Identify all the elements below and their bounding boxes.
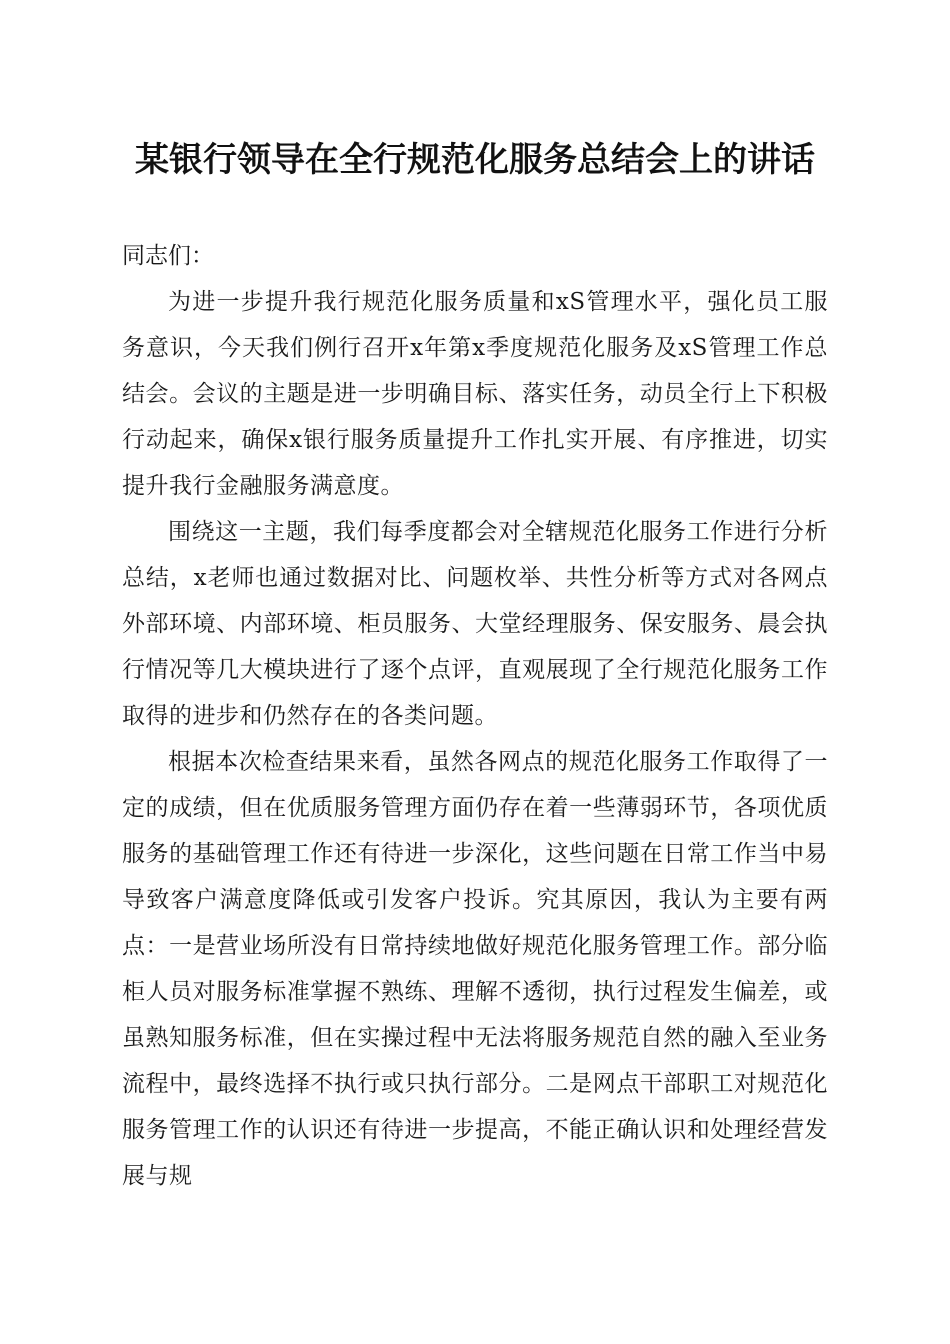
document-body	[122, 233, 828, 1199]
greeting: 同志们：	[122, 243, 214, 269]
paragraph-3: 根据本次检查结果来看，虽然各网点的规范化服务工作取得了一定的成绩，但在优质服务管理方面仍存在着一些薄弱环节，各项优质服务的基础管理工作还有待进一步深化，这些问题在日常工作当中易导致客户满意度降低或引发客户投诉。究其原因，我认为主要有两点：一是营业场所没有日常持续地做好规范化服务管理工作。部分临柜人员对服务标准掌握不熟练、理解不透彻，执行过程发生偏差，或虽熟知服务标准，但在实操过程中无法将服务规范自然的融入至业务流程中，最终选择不执行或只执行部分。二是网点干部职工对规范化服务管理工作的认识还有待进一步提高，不能正确认识和处理经营发展与规	[122, 749, 828, 1189]
document-title: 某银行领导在全行规范化服务总结会上的讲话	[135, 140, 815, 180]
paragraph-2: 围绕这一主题，我们每季度都会对全辖规范化服务工作进行分析总结，x老师也通过数据对比、问题枚举、共性分析等方式对各网点外部环境、内部环境、柜员服务、大堂经理服务、保安服务、晨会执行情况等几大模块进行了逐个点评，直观展现了全行规范化服务工作取得的进步和仍然存在的各类问题。	[122, 519, 828, 729]
paragraph-1: 为进一步提升我行规范化服务质量和xS管理水平，强化员工服务意识，今天我们例行召开x年第x季度规范化服务及xS管理工作总结会。会议的主题是进一步明确目标、落实任务，动员全行上下积极行动起来，确保x银行服务质量提升工作扎实开展、有序推进，切实提升我行金融服务满意度。	[122, 289, 828, 499]
